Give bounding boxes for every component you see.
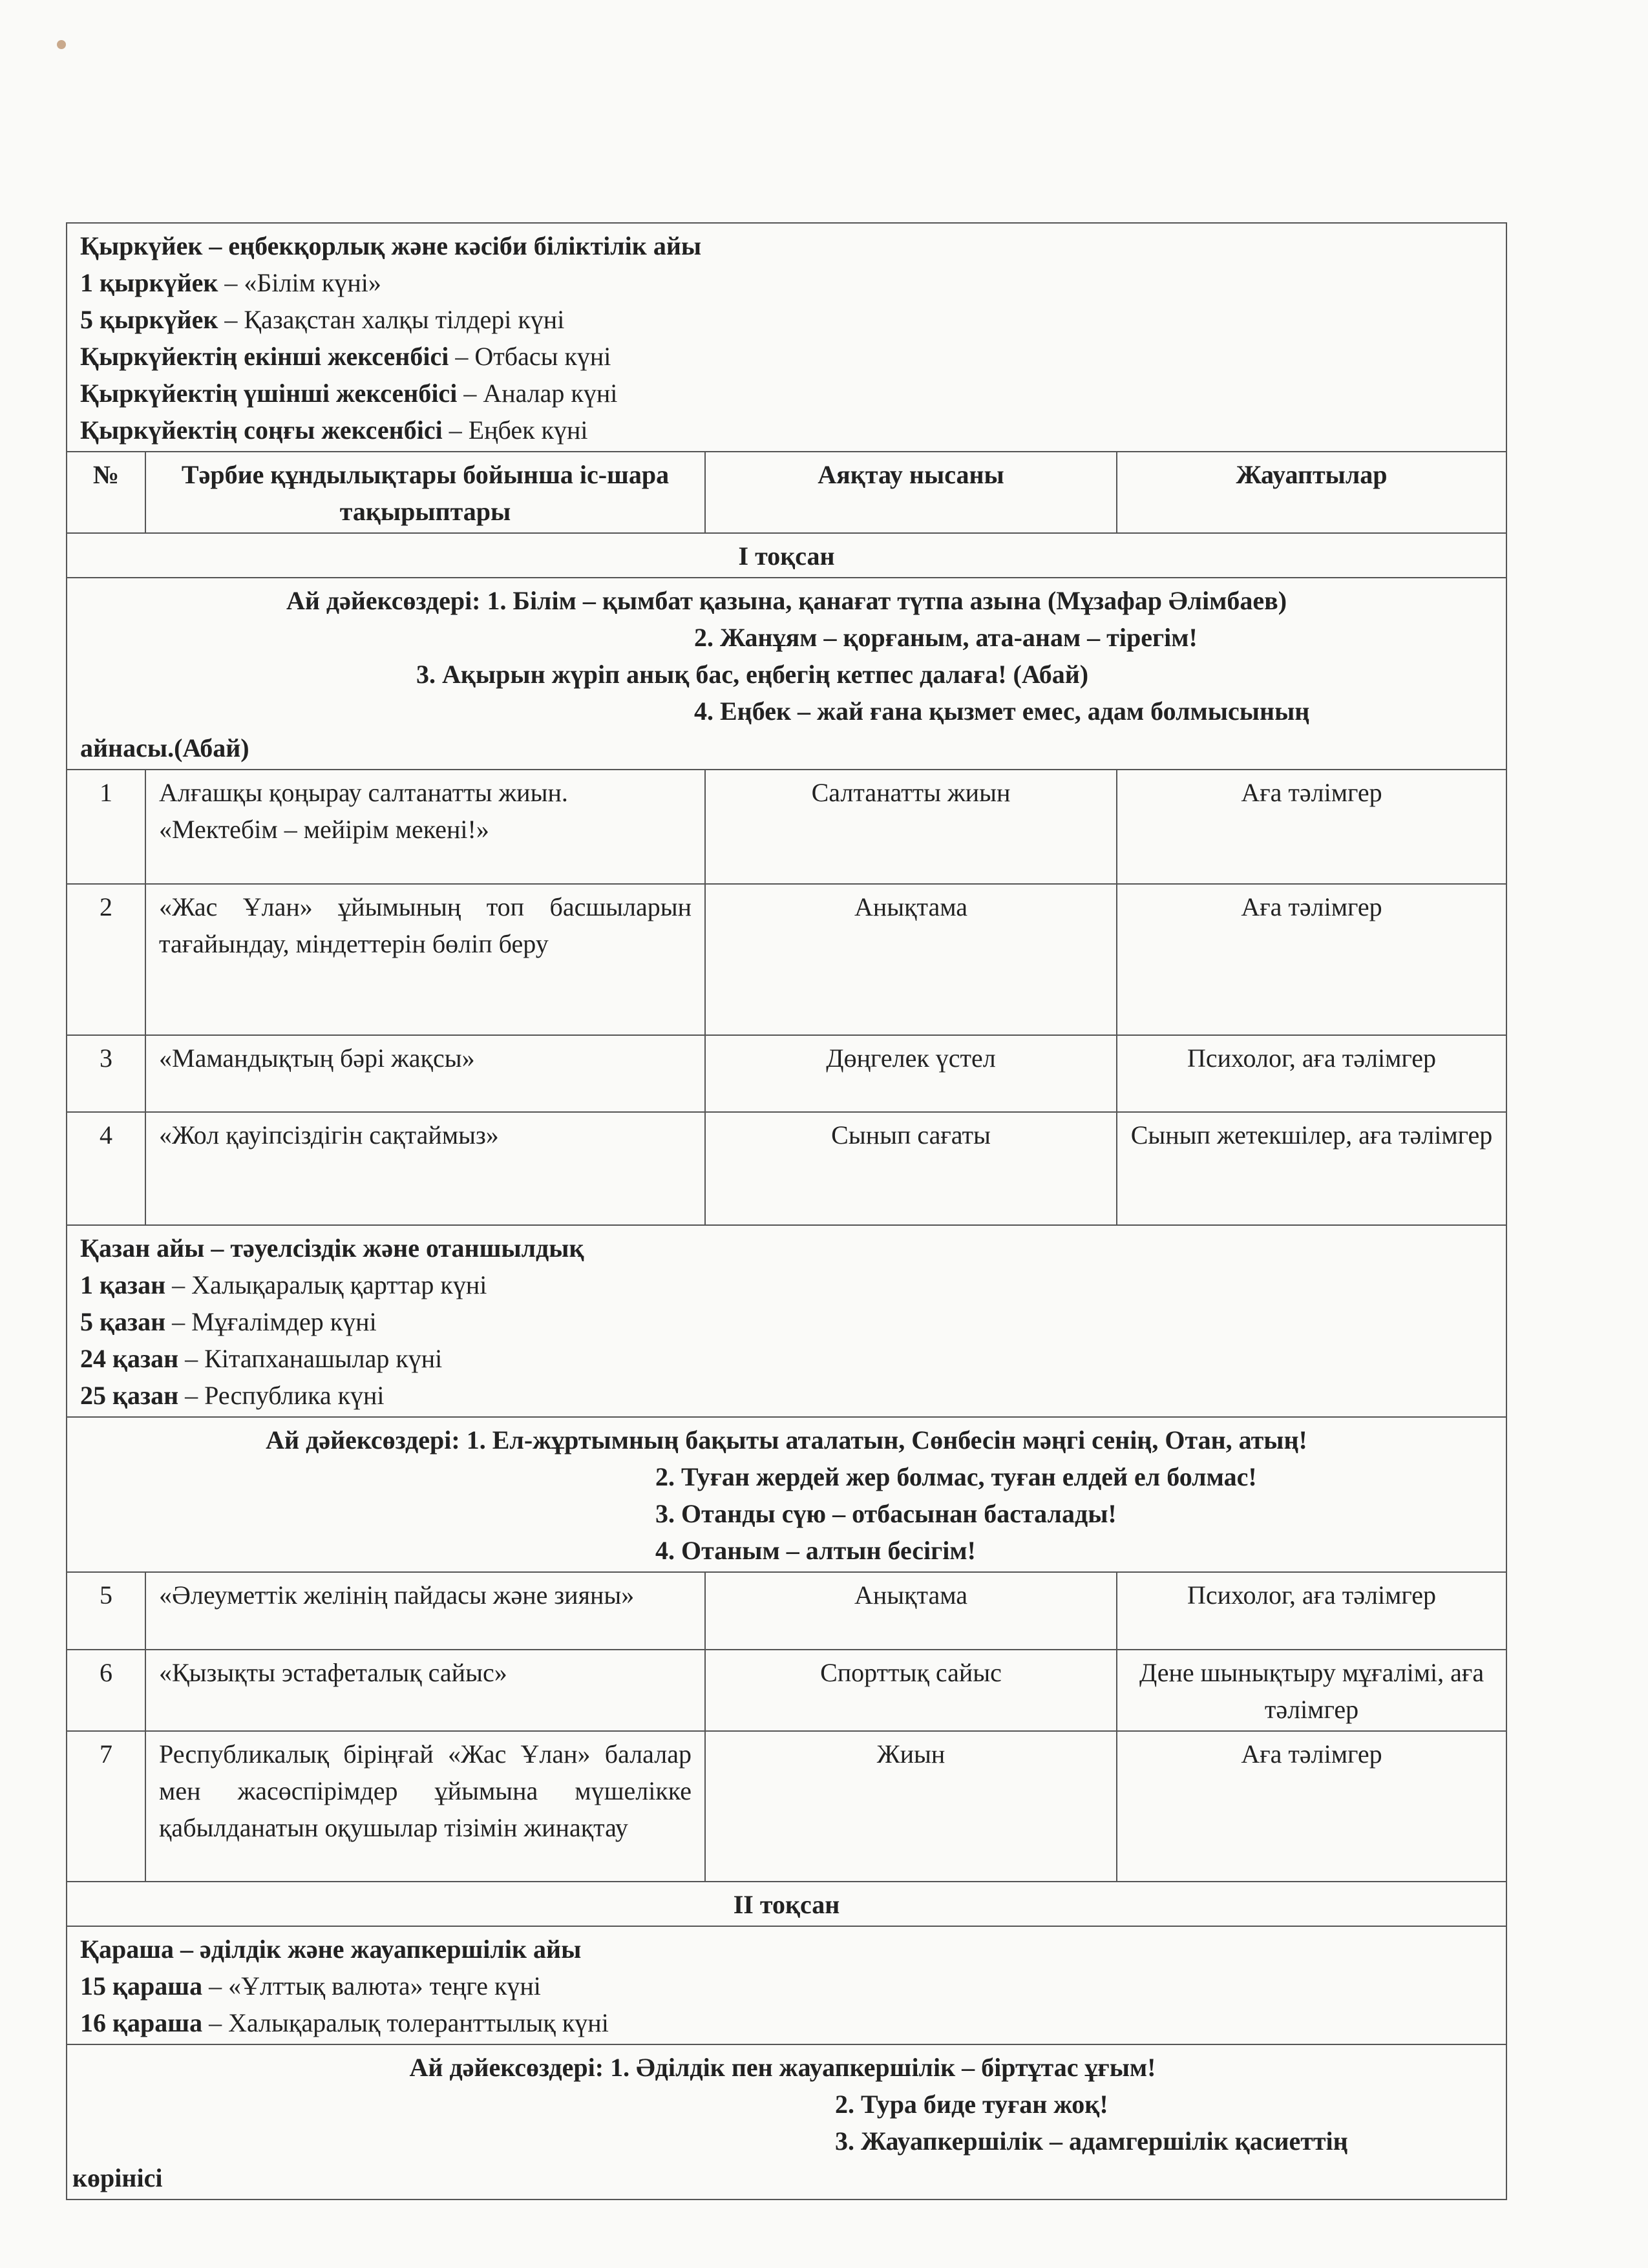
motto-2-line-2: 2. Туған жердей жер болмас, туған елдей ел болмас! [655,1462,1257,1491]
motto-1-line-2: 2. Жанұям – қорғаным, ата-анам – тірегім! [694,623,1198,652]
row-num: 3 [67,1035,145,1112]
quarter-1-label: I тоқсан [67,533,1506,578]
quarter-2-row [67,1882,1506,1926]
motto-3-line-1: Ай дәйексөздері: 1. Әділдік пен жауапкершілік – біртұтас ұғым! [409,2053,1156,2082]
row-form: Дөңгелек үстел [705,1035,1117,1112]
motto-1 [67,578,1506,770]
september-date-2: 5 қыркүйек – Қазақстан халқы тілдері күні [80,305,565,334]
motto-2-line-4: 4. Отаным – алтын бесігім! [655,1536,976,1565]
september-heading: Қыркүйек – еңбекқорлық және кәсіби біліктілік айы [80,231,702,260]
row-title: Республикалық біріңғай «Жас Ұлан» балалар мен жасөспірімдер ұйымына мүшелікке қабылданатын оқушылар тізімін жинақтау [145,1731,705,1882]
motto-3-line-4: көрінісі [72,2163,163,2192]
september-date-5: Қыркүйектің соңғы жексенбісі – Еңбек күні [80,415,588,445]
motto-3-row [67,2044,1506,2200]
october-date-1: 1 қазан – Халықаралық қарттар күні [80,1270,487,1299]
motto-2 [67,1417,1506,1572]
motto-2-row [67,1417,1506,1572]
row-form: Анықтама [705,1572,1117,1650]
row-title-line-2: «Мектебім – мейірім мекені!» [159,815,489,844]
header-form: Аяқтау нысаны [705,452,1117,533]
header-num: № [67,452,145,533]
september-info [67,223,1506,452]
motto-2-line-1: Ай дәйексөздері: 1. Ел-жұртымның бақыты аталатын, Сөнбесін мәңгі сенің, Отан, атың! [266,1425,1307,1454]
header-title: Тәрбие құндылықтары бойынша іс-шара тақырыптары [145,452,705,533]
november-info [67,1926,1506,2044]
quarter-1-row [67,533,1506,578]
motto-3 [67,2044,1506,2200]
row-title: «Әлеуметтік желінің пайдасы және зияны» [145,1572,705,1650]
row-responsible: Психолог, аға тәлімгер [1117,1572,1506,1650]
row-num: 6 [67,1650,145,1731]
motto-3-line-2: 2. Тура биде туған жоқ! [835,2090,1108,2119]
motto-1-line-3: 3. Ақырын жүріп анық бас, еңбегің кетпес далаға! (Абай) [416,660,1089,689]
motto-3-line-3: 3. Жауапкершілік – адамгершілік қасиеттің [835,2126,1348,2156]
header-responsible: Жауаптылар [1117,452,1506,533]
table-row [67,1650,1506,1731]
row-num: 7 [67,1731,145,1882]
row-num: 4 [67,1112,145,1225]
quarter-2-label: II тоқсан [67,1882,1506,1926]
motto-1-line-1: Ай дәйексөздері: 1. Білім – қымбат қазына, қанағат түтпа азына (Мұзафар Әлімбаев) [286,586,1287,615]
motto-2-line-3: 3. Отанды сүю – отбасынан басталады! [655,1499,1117,1528]
row-title: «Қызықты эстафеталық сайыс» [145,1650,705,1731]
row-form: Жиын [705,1731,1117,1882]
table-row [67,770,1506,884]
october-date-3: 24 қазан – Кітапханашылар күні [80,1344,443,1373]
october-date-2: 5 қазан – Мұғалімдер күні [80,1307,377,1336]
row-responsible: Аға тәлімгер [1117,884,1506,1035]
september-date-4: Қыркүйектің үшінші жексенбісі – Аналар күні [80,379,618,408]
motto-1-line-4: 4. Еңбек – жай ғана қызмет емес, адам болмысының [694,697,1310,726]
table-row [67,1035,1506,1112]
november-date-1: 15 қараша – «Ұлттық валюта» теңге күні [80,1971,541,2000]
october-heading: Қазан айы – тәуелсіздік және отаншылдық [80,1234,584,1263]
row-form: Анықтама [705,884,1117,1035]
table-row [67,1572,1506,1650]
table-row [67,1112,1506,1225]
november-date-2: 16 қараша – Халықаралық толеранттылық күні [80,2008,609,2037]
row-title [145,770,705,884]
row-num: 5 [67,1572,145,1650]
row-form: Салтанатты жиын [705,770,1117,884]
september-date-3: Қыркүйектің екінші жексенбісі – Отбасы күні [80,342,611,371]
september-date-1: 1 қыркүйек – «Білім күні» [80,268,381,297]
row-responsible: Дене шынықтыру мұғалімі, аға тәлімгер [1117,1650,1506,1731]
table-row [67,884,1506,1035]
table-header-row [67,452,1506,533]
scan-speck [57,40,66,49]
row-title-line-1: Алғашқы қоңырау салтанатты жиын. [159,778,568,807]
row-form: Сынып сағаты [705,1112,1117,1225]
november-info-row [67,1926,1506,2044]
row-responsible: Сынып жетекшілер, аға тәлімгер [1117,1112,1506,1225]
motto-1-line-5: айнасы.(Абай) [80,733,249,762]
october-info-row [67,1225,1506,1417]
row-title: «Жол қауіпсіздігін сақтаймыз» [145,1112,705,1225]
events-plan-table [66,222,1507,2200]
row-title: «Мамандықтың бәрі жақсы» [145,1035,705,1112]
november-heading: Қараша – әділдік және жауапкершілік айы [80,1935,582,1964]
row-responsible: Психолог, аға тәлімгер [1117,1035,1506,1112]
october-info [67,1225,1506,1417]
october-date-4: 25 қазан – Республика күні [80,1381,385,1410]
row-num: 1 [67,770,145,884]
table-row [67,1731,1506,1882]
september-info-row [67,223,1506,452]
row-num: 2 [67,884,145,1035]
motto-1-row [67,578,1506,770]
row-title: «Жас Ұлан» ұйымының топ басшыларын тағайындау, міндеттерін бөліп беру [145,884,705,1035]
row-responsible: Аға тәлімгер [1117,770,1506,884]
row-form: Спорттық сайыс [705,1650,1117,1731]
row-responsible: Аға тәлімгер [1117,1731,1506,1882]
